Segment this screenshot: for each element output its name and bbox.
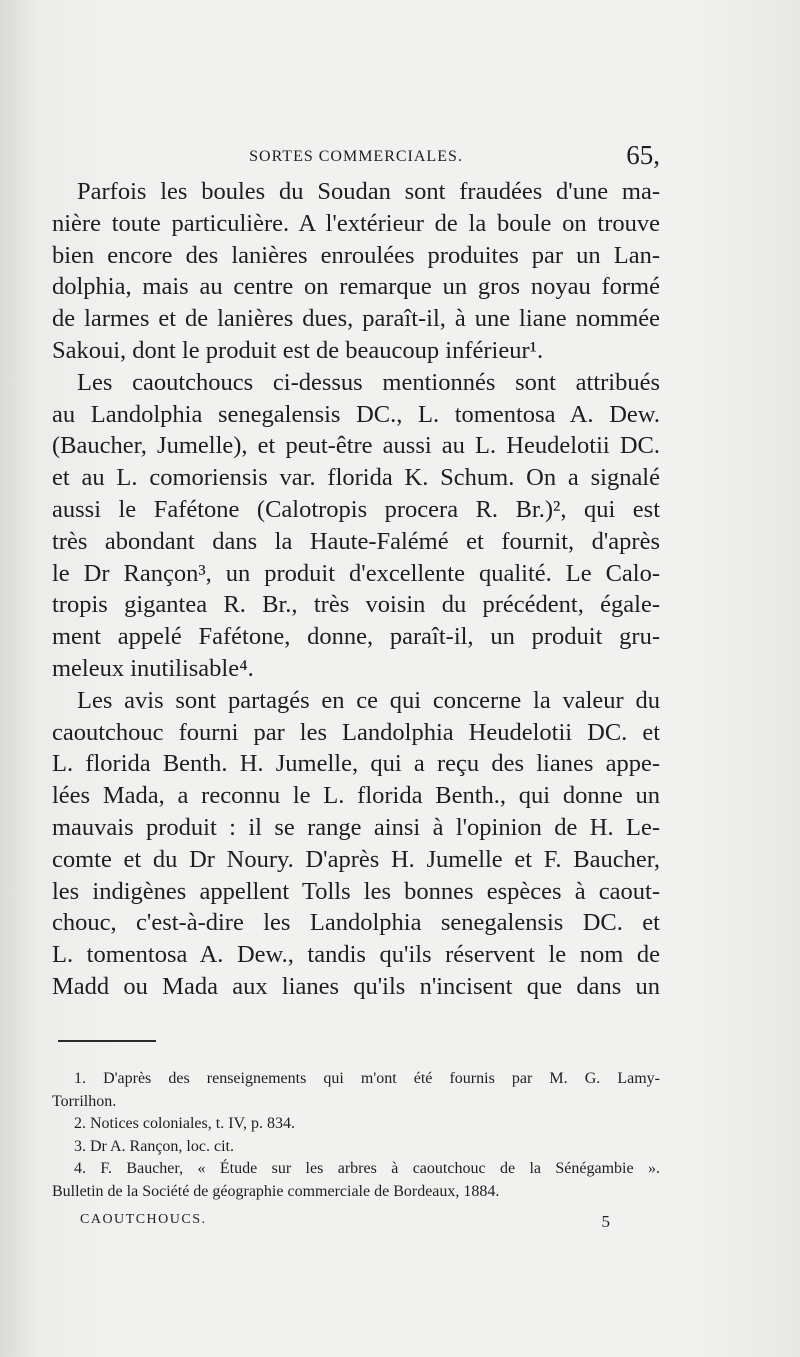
text-line: de larmes et de lanières dues, paraît-il, à une liane nommée [52,305,660,333]
text-line: nière toute particulière. A l'extérieur de la boule on trouve [52,209,660,237]
footnote-line: 2. Notices coloniales, t. IV, p. 834. [74,1115,296,1132]
text-line: lées Mada, a reconnu le L. florida Benth., qui donne un [52,782,660,810]
text-line: Parfois les boules du Soudan sont fraudées d'une ma- [77,178,660,205]
text-line: dolphia, mais au centre on remarque un gros noyau formé [52,273,660,301]
text-line: Sakoui, dont le produit est de beaucoup inférieur¹. [52,336,544,364]
text-line: (Baucher, Jumelle), et peut-être aussi au L. Heudelotii DC. [52,432,660,460]
footnote-line: Torrilhon. [52,1092,117,1110]
text-line: Les avis sont partagés en ce qui concerne la valeur du [77,686,660,714]
body-text [52,176,660,1003]
text-line: aussi le Fafétone (Calotropis procera R. Br.)², qui est [52,495,660,523]
text-line: chouc, c'est-à-dire les Landolphia senegalensis DC. et [52,909,660,937]
text-line: et au L. comoriensis var. florida K. Schum. On a signalé [52,464,660,492]
running-title: SORTES COMMERCIALES. [249,148,463,165]
footnote-line: 4. F. Baucher, « Étude sur les arbres à caoutchouc de la Sénégambie ». [74,1160,660,1177]
footnote-line: 1. D'après des renseignements qui m'ont été fournis par M. G. Lamy- [74,1070,660,1087]
footnote-rule [58,1040,156,1042]
text-line: très abondant dans la Haute-Falémé et fournit, d'après [52,527,660,555]
text-line: les indigènes appellent Tolls les bonnes espèces à caout- [52,877,660,905]
text-line: bien encore des lanières enroulées produites par un Lan- [52,241,660,269]
text-line: le Dr Rançon³, un produit d'excellente qualité. Le Calo- [52,559,660,587]
text-line: meleux inutilisable⁴. [52,654,254,682]
printer-signature: CAOUTCHOUCS. [80,1212,207,1227]
text-line: mauvais produit : il se range ainsi à l'opinion de H. Le- [52,813,660,841]
text-line: tropis gigantea R. Br., très voisin du précédent, égale- [52,591,660,619]
footnotes [52,1068,660,1203]
footnote-line: Bulletin de la Société de géographie commerciale de Bordeaux, 1884. [52,1182,500,1200]
page-footer [80,1212,610,1236]
text-line: Les caoutchoucs ci-dessus mentionnés sont attribués [77,368,660,396]
text-line: L. tomentosa A. Dew., tandis qu'ils réservent le nom de [52,941,660,969]
page-header [52,140,660,176]
page-number: 65, [626,140,660,170]
text-line: comte et du Dr Noury. D'après H. Jumelle et F. Baucher, [52,845,660,873]
text-line: ment appelé Fafétone, donne, paraît-il, un produit gru- [52,623,660,651]
footnote-line: 3. Dr A. Rançon, loc. cit. [74,1137,234,1155]
text-line: L. florida Benth. H. Jumelle, qui a reçu des lianes appe- [52,750,660,778]
text-line: Madd ou Mada aux lianes qu'ils n'incisent que dans un [52,972,660,1000]
signature-number: 5 [601,1212,610,1231]
text-line: caoutchouc fourni par les Landolphia Heudelotii DC. et [52,718,660,746]
text-line: au Landolphia senegalensis DC., L. tomentosa A. Dew. [52,400,660,428]
